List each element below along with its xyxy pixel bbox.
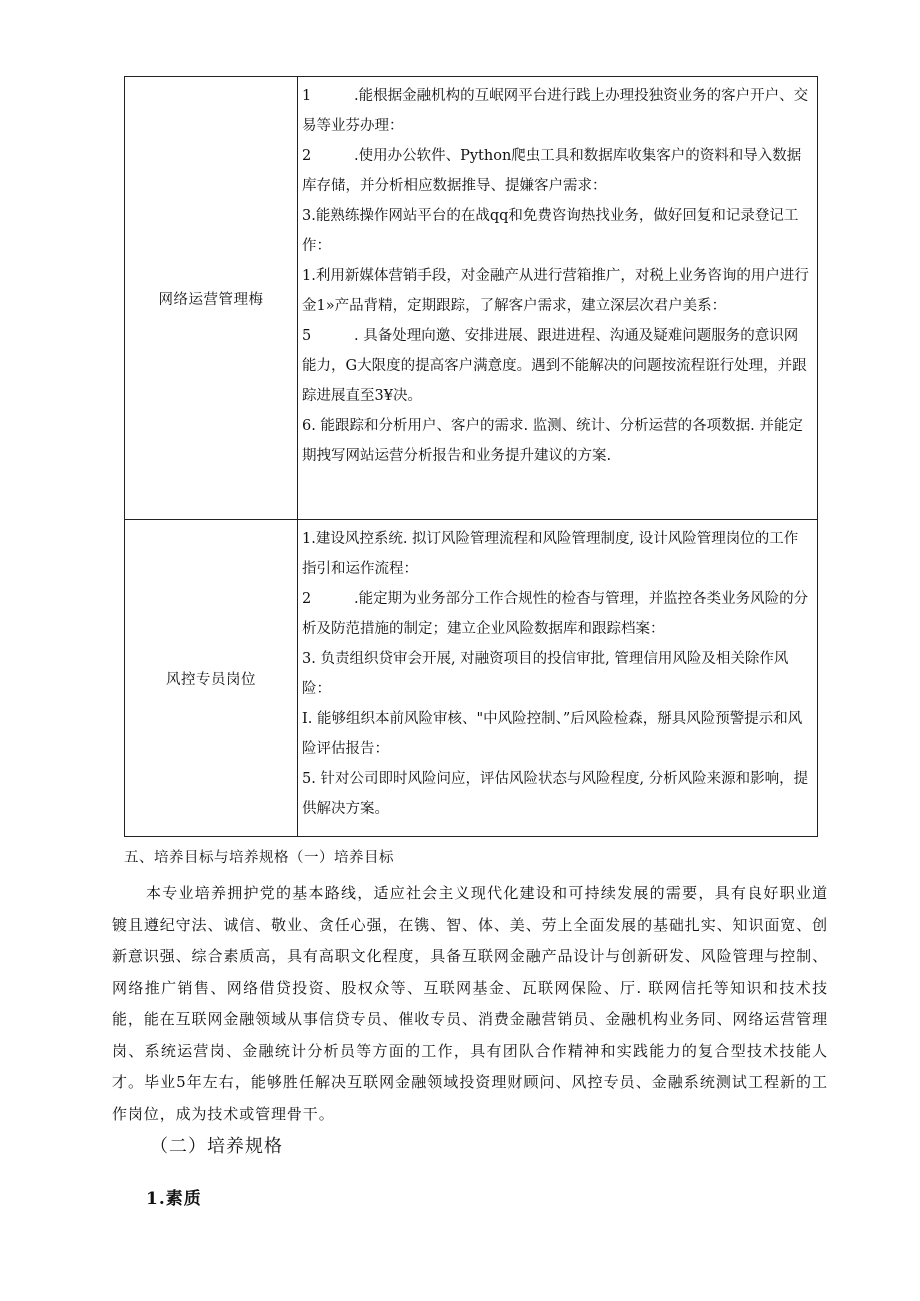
role-cell (125, 77, 298, 520)
job-duty-table (124, 76, 818, 837)
duty-text: . 具备处理向邀、安排进展、跟进进程、沟通及疑难问题服务的意识网能力，G大限度的提高客户满意度。遇到不能解决的问题按流程诳行处理，并跟踪进展直至3¥决。 (302, 328, 807, 404)
section-heading: 五、培养目标与培养规格（一）培养目标 (124, 850, 394, 866)
duty-text: 1.利用新媒体营销手段，对金融产从进行营箱推广，对税上业务咨询的用户进行金1»产品背精，定期跟踪，了解客户需求，建立深层次君户美系： (302, 268, 809, 314)
role-cell (125, 520, 298, 837)
duty-item (302, 261, 811, 321)
duty-item (302, 644, 811, 704)
duty-number: 2 (302, 591, 312, 607)
training-spec-heading: （二）培养规格 (150, 1136, 283, 1157)
duty-item (302, 141, 811, 201)
duty-item (302, 321, 811, 411)
duties-cell (298, 77, 818, 520)
duty-text: 3.能熟练操作网站平台的在战qq和免费咨询热找业务，做好回复和记录登记工作： (302, 208, 799, 254)
duty-item (302, 704, 811, 764)
duty-number: 1 (302, 88, 312, 104)
duty-item (302, 584, 811, 644)
duty-item (302, 411, 811, 471)
table-row (125, 77, 818, 520)
quality-heading: 1.素质 (146, 1189, 202, 1209)
duty-item (302, 764, 811, 824)
role-name: 风控专员岗位 (166, 671, 256, 688)
duty-text: .使用办公软件、Python爬虫工具和数据库收集客户的资料和导入数据库存储，并分析相应数据推导、提嫌客户需求： (302, 148, 802, 194)
training-goal-paragraph: 本专业培养拥护党的基本路线，适应社会主义现代化建设和可持续发展的需要，具有良好职业道镀且遵纪守法、诚信、敬业、贪任心强，在镌、智、体、美、劳上全面发展的基础扎实、知识面宽、创新意识强、综合素质高，具有高职文化程度，具备互联网金融产品设计与创新研发、风险管理与控制、网络推广销售、网络借贷投资、股权众等、互联网基金、瓦联网保险、厅. 联网信托等知识和技术技能，能在互联网金融领域从事信贷专员、催收专员、消费金融营销员、金融机构业务同、网络运营管理岗、系统运营岗、金融统计分析员等方面的工作，具有团队合作精神和实践能力的复合型技术技能人才。毕业5年左右，能够胜任解决互联网金融领域投资理财顾问、风控专员、金融系统测试工程新的工作岗位，成为技术或管理骨干。 (112, 884, 828, 1123)
duty-text: 6. 能跟踪和分析用户、客户的需求. 监测、统计、分析运营的各项数据. 并能定期拽写网站运营分析报告和业务提升建议的方案. (302, 418, 803, 464)
duty-number: 2 (302, 148, 312, 164)
role-name: 网络运营管理梅 (158, 291, 264, 308)
duty-text: 1.建设风控系统. 拟订风险管理流程和风险管理制度, 设计风险管理岗位的工作指引和运作流程： (302, 531, 799, 577)
table-row (125, 520, 818, 837)
duty-text: 5. 针对公司即时风险问应，评估风险状态与风险程度, 分析风险来源和影响，提供解决方案。 (302, 771, 809, 817)
duty-item (302, 201, 811, 261)
duty-item (302, 524, 811, 584)
duty-text: 3. 负责组织贷审会开展, 对融资项目的投信审批, 管理信用风险及相关除作风险： (302, 651, 789, 697)
duty-text: I. 能够组织本前风险审核、"中风险控制、”后风险检森，掰具风险预警提示和风险评估报告： (302, 711, 803, 757)
duty-number: 5 (302, 328, 312, 344)
duty-text: .能根据金融机构的互岷网平台进行践上办理投独资业务的客户开户、交易等业芬办理： (302, 88, 809, 134)
duty-item (302, 81, 811, 141)
duty-text: .能定期为业务部分工作合规性的检杳与管理，并监控各类业务风险的分析及防范措施的制定；建立企业风险数据库和跟踪档案： (302, 591, 809, 637)
duties-cell (298, 520, 818, 837)
